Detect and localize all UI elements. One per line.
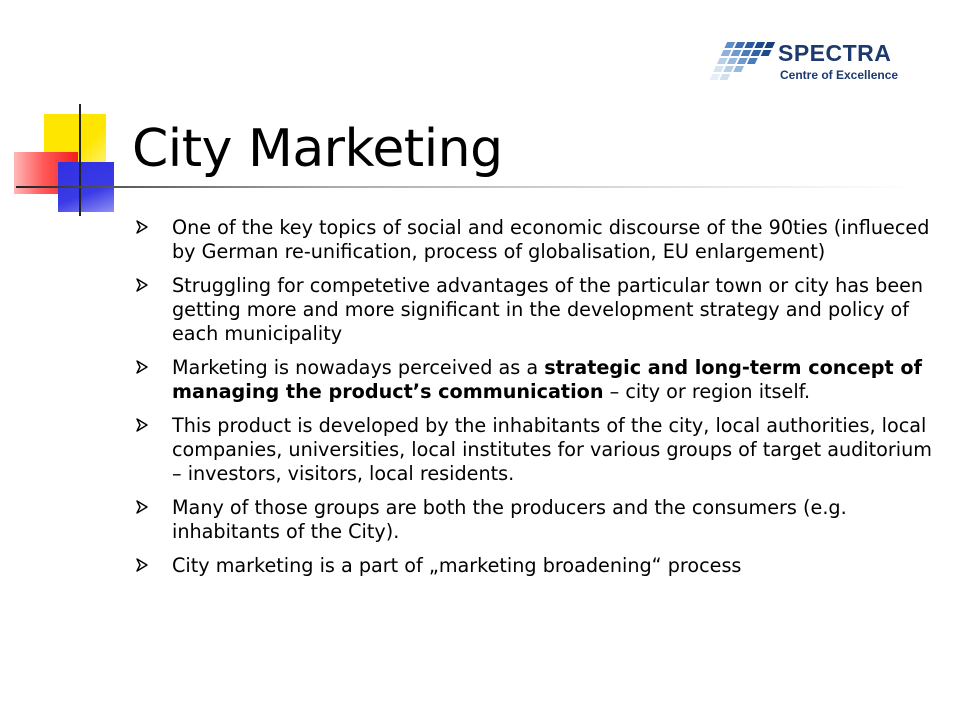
bullet-text: This product is developed by the inhabitants of the city, local authorities, local companies, universities, local institutes for various groups of target auditorium – investors, visitors, local residents. — [172, 414, 932, 485]
list-item — [132, 554, 932, 578]
bullet-text-bold: strategic and long-term concept of managing the product’s communication — [172, 356, 922, 403]
title-underline — [16, 186, 916, 188]
bullet-text-pre: Marketing is nowadays perceived as a — [172, 356, 545, 379]
logo-name: SPECTRA — [778, 40, 892, 66]
spectra-logo-icon — [702, 36, 776, 94]
list-item — [132, 274, 932, 346]
bullet-text: One of the key topics of social and economic discourse of the 90ties (influeced by German re-unification, process of globalisation, EU enlargement) — [172, 216, 930, 263]
list-item — [132, 356, 932, 404]
list-item — [132, 216, 932, 264]
page-title: City Marketing — [132, 119, 503, 179]
decor-vertical-line — [79, 104, 81, 216]
bullet-text: Many of those groups are both the producers and the consumers (e.g. inhabitants of the City). — [172, 496, 847, 543]
bullet-list — [132, 216, 932, 588]
bullet-text: Struggling for competetive advantages of the particular town or city has been getting more and more significant in the development strategy and policy of each municipality — [172, 274, 924, 345]
list-item — [132, 414, 932, 486]
arrow-bullet-icon — [136, 418, 148, 432]
spectra-logo — [702, 36, 922, 94]
arrow-bullet-icon — [136, 558, 148, 572]
list-item — [132, 496, 932, 544]
bullet-text-post: – city or region itself. — [603, 380, 811, 403]
arrow-bullet-icon — [136, 500, 148, 514]
logo-tagline: Centre of Excellence — [780, 68, 899, 82]
arrow-bullet-icon — [136, 220, 148, 234]
arrow-bullet-icon — [136, 278, 148, 292]
arrow-bullet-icon — [136, 360, 148, 374]
bullet-text: City marketing is a part of „marketing broadening“ process — [172, 554, 742, 577]
